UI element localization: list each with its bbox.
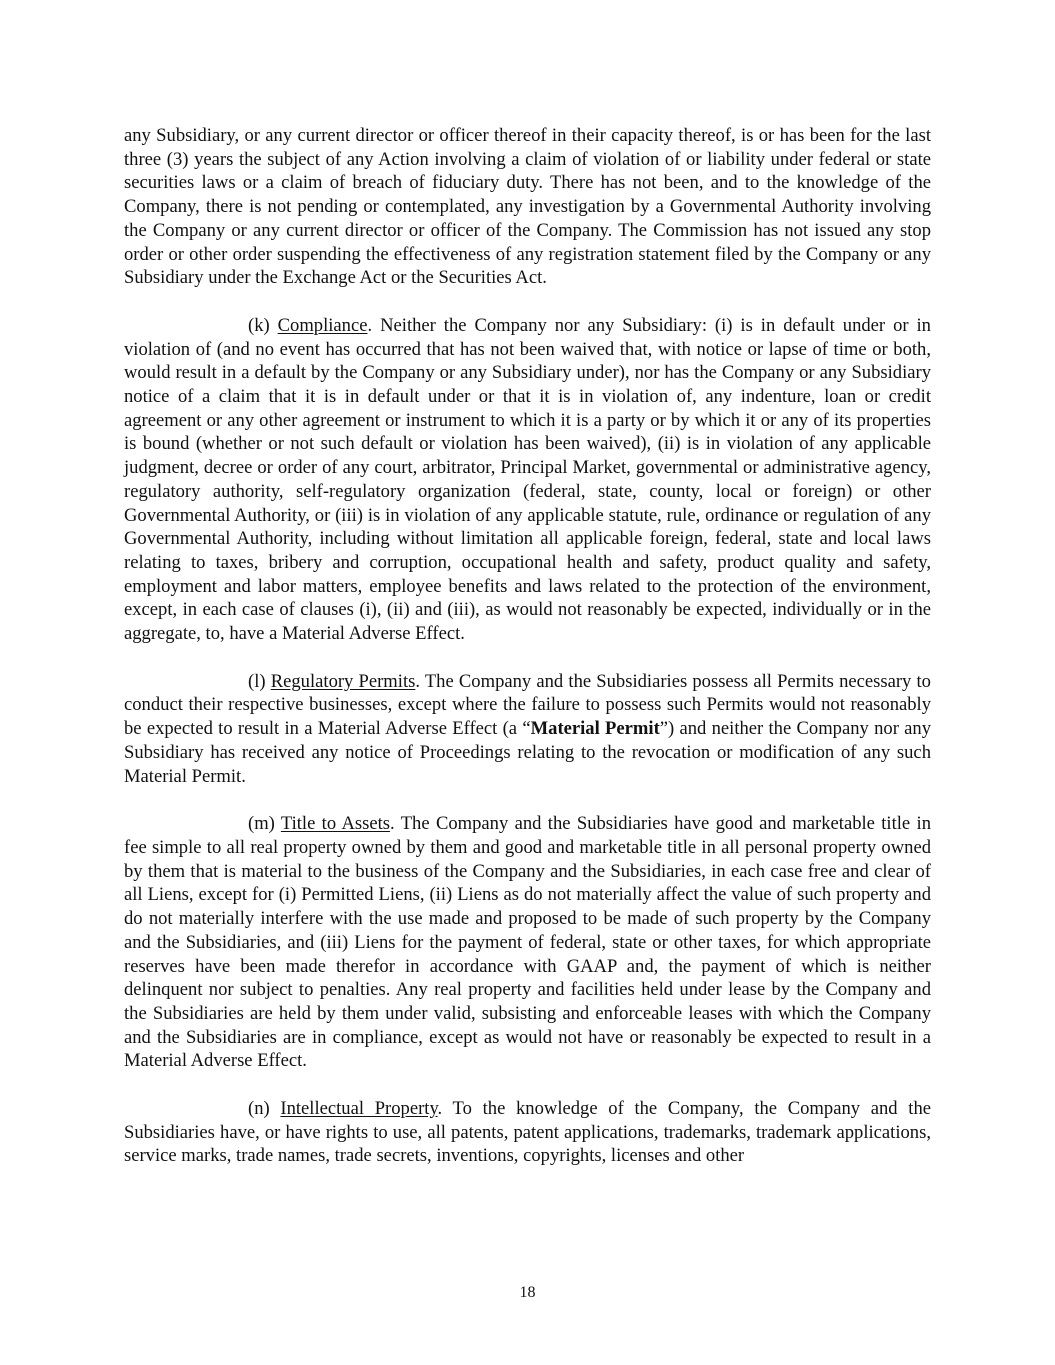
- paragraph-m-title-to-assets: [124, 812, 931, 1073]
- section-label: (m): [248, 813, 275, 835]
- section-label: (k): [248, 314, 270, 336]
- page-number: 18: [519, 1284, 536, 1301]
- section-label: (n): [248, 1098, 270, 1120]
- defined-term: Material Permit: [530, 718, 660, 740]
- section-heading: Regulatory Permits: [270, 670, 416, 692]
- paragraph-text: . The Company and the Subsidiaries have good and marketable title in fee simple to all real property owned by them and good and marketable title in all personal property owned by them that is material to the business of the Company and the Subsidiaries, in each case free and clear of all Liens, except for (i) Permitted Liens, (ii) Liens as do not materially affect the value of such property and do not materially interfere with the use made and proposed to be made of such property by the Company and the Subsidiaries, and (iii) Liens for the payment of federal, state or other taxes, for which appropriate reserves have been made therefor in accordance with GAAP and, the payment of which is neither delinquent nor subject to penalties. Any real property and facilities held under lease by the Company and the Subsidiaries are held by them under valid, subsisting and enforceable leases with which the Company and the Subsidiaries are in compliance, except as would not have or reasonably be expected to result in a Material Adverse Effect.: [124, 813, 931, 1072]
- paragraph-n-intellectual-property: [124, 1097, 931, 1168]
- section-heading: Compliance: [277, 314, 368, 336]
- paragraph-k-compliance: [124, 314, 931, 646]
- section-heading: Intellectual Property: [280, 1098, 438, 1120]
- paragraph-text: . To the knowledge of the Company, the Company and the Subsidiaries have, or have rights to use, all patents, patent applications, trademarks, trademark applications, service marks, trade names, trade secrets, inventions, copyrights, licenses and other: [124, 1098, 931, 1167]
- paragraph-text: any Subsidiary, or any current director or officer thereof in their capacity thereof, is or has been for the last three (3) years the subject of any Action involving a claim of violation of or liability under federal or state securities laws or a claim of breach of fiduciary duty. There has not been, and to the knowledge of the Company, there is not pending or contemplated, any investigation by a Governmental Authority involving the Company or any current director or officer of the Company. The Commission has not issued any stop order or other order suspending the effectiveness of any registration statement filed by the Company or any Subsidiary under the Exchange Act or the Securities Act.: [124, 125, 931, 289]
- paragraph-text: . Neither the Company nor any Subsidiary: (i) is in default under or in violation of (and no event has occurred that has not been waived that, with notice or lapse of time or both, would result in a default by the Company or any Subsidiary under), nor has the Company or any Subsidiary notice of a claim that it is in default under or that it is in violation of, any indenture, loan or credit agreement or any other agreement or instrument to which it is a party or by which it or any of its properties is bound (whether or not such default or violation has been waived), (ii) is in violation of any applicable judgment, decree or order of any court, arbitrator, Principal Market, governmental or administrative agency, regulatory authority, self-regulatory organization (federal, state, county, local or foreign) or other Governmental Authority, or (iii) is in violation of any applicable statute, rule, ordinance or regulation of any Governmental Authority, including without limitation all applicable foreign, federal, state and local laws relating to taxes, bribery and corruption, occupational health and safety, product quality and safety, employment and labor matters, employee benefits and laws related to the protection of the environment, except, in each case of clauses (i), (ii) and (iii), as would not reasonably be expected, individually or in the aggregate, to, have a Material Adverse Effect.: [124, 314, 931, 645]
- paragraph-j-continuation: [124, 124, 931, 290]
- paragraph-text: . The Company and the Subsidiaries possess all Permits necessary to conduct their respective businesses, except where the failure to possess such Permits would not reasonably be expected to result in a Material Adverse Effect (a “: [124, 670, 931, 740]
- section-label: (l): [248, 670, 266, 692]
- paragraph-l-regulatory-permits: [124, 670, 931, 789]
- document-page: [124, 124, 931, 1192]
- section-heading: Title to Assets: [280, 813, 391, 835]
- paragraph-text: ”) and neither the Company nor any Subsidiary has received any notice of Proceedings relating to the revocation or modification of any such Material Permit.: [124, 718, 932, 787]
